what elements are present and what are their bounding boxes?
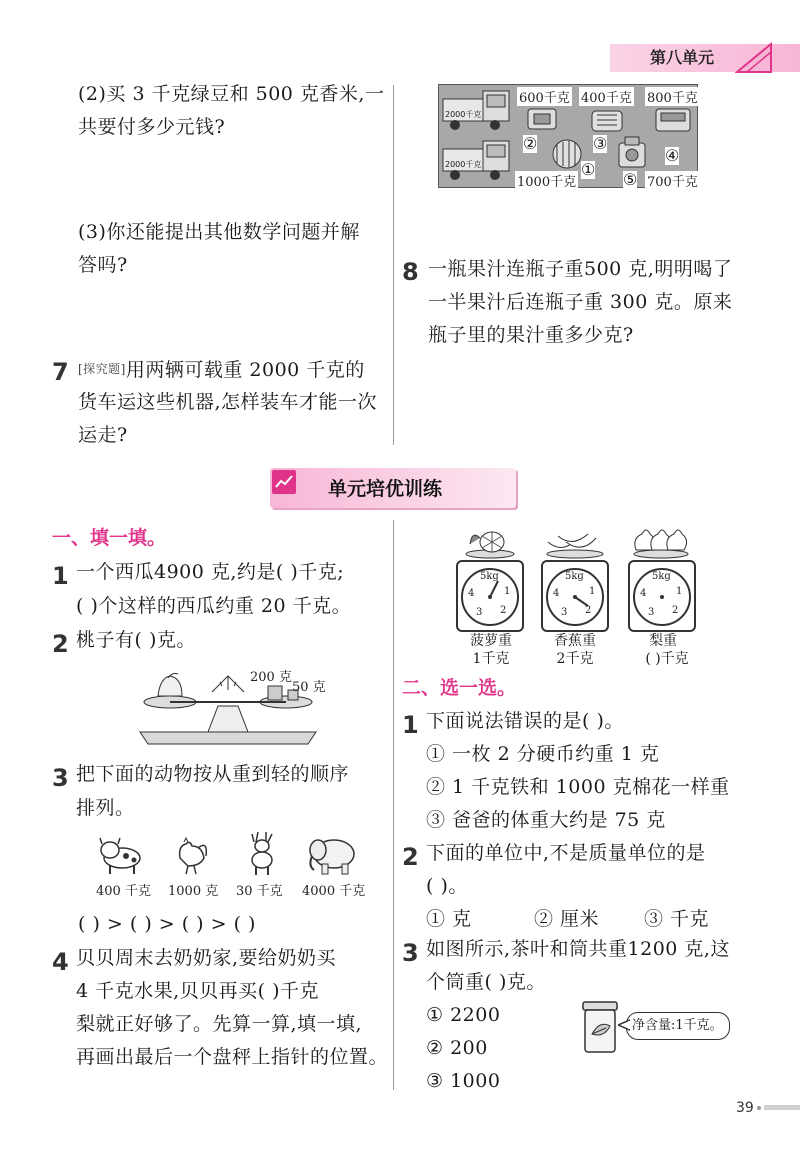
machine-icon	[525, 105, 559, 133]
choose-q2-option-2[interactable]: ② 厘米	[534, 908, 600, 930]
fruit-3-name: 梨重	[649, 633, 677, 649]
machine-label-5: ⑤	[623, 170, 638, 189]
q8-line3: 瓶子里的果汁重多少克?	[428, 324, 634, 346]
fill-q4-line1: 贝贝周末去奶奶家,要给奶奶买	[76, 947, 337, 969]
deer-icon	[244, 830, 280, 876]
fill-q2-number: 2	[52, 630, 69, 658]
q7-line1	[78, 353, 365, 387]
q7-line3: 运走?	[78, 424, 128, 446]
unit-header-label: 第八单元	[650, 48, 715, 67]
machines-figure	[438, 84, 698, 188]
choose-q3-line2: 个筒重( )克。	[426, 971, 546, 993]
choose-q3-option-1[interactable]: ① 2200	[426, 1004, 501, 1026]
fill-q1-number: 1	[52, 562, 69, 590]
banner-title: 单元培优训练	[328, 478, 443, 500]
weight-800: 800千克	[645, 87, 700, 106]
banana-icon	[542, 524, 608, 560]
choose-q1-option-2[interactable]: ② 1 千克铁和 1000 克棉花一样重	[426, 776, 730, 798]
pineapple-icon	[462, 524, 518, 560]
animal-weight-rooster: 1000 克	[168, 884, 219, 899]
choose-q2-option-3[interactable]: ③ 千克	[644, 908, 710, 930]
section-choose-title: 二、选一选。	[402, 677, 517, 699]
truck-capacity-label: 2000千克	[445, 160, 482, 169]
weight-50g-label: 50 克	[292, 680, 326, 695]
weight-600: 600千克	[517, 87, 572, 106]
choose-q2-number: 2	[402, 843, 419, 871]
animal-weight-elephant: 4000 千克	[302, 884, 366, 899]
fill-q1-line1: 一个西瓜4900 克,约是( )千克;	[76, 561, 345, 583]
fruit-2-name: 香蕉重	[554, 633, 596, 649]
scale-1-num-1: 1	[504, 586, 511, 597]
q8-number: 8	[402, 258, 419, 286]
q7-line2: 货车运这些机器,怎样装车才能一次	[78, 391, 378, 413]
weight-1000: 1000千克	[515, 171, 578, 190]
q8-line2: 一半果汁后连瓶子重 300 克。原来	[428, 291, 733, 313]
scale-2-num-3: 3	[561, 607, 568, 618]
machine-icon	[653, 105, 693, 135]
choose-q1-option-3[interactable]: ③ 爸爸的体重大约是 75 克	[426, 809, 666, 831]
jar-net-weight-label: 净含量:1千克。	[632, 1018, 723, 1033]
choose-q2-line1: 下面的单位中,不是质量单位的是	[426, 842, 706, 864]
order-answer-line[interactable]: ( ) > ( ) > ( ) > ( )	[78, 913, 256, 935]
fill-q3-line2: 排列。	[76, 797, 135, 819]
scale-2-max-label: 5kg	[565, 571, 584, 582]
scale-1-num-4: 4	[468, 588, 475, 599]
choose-q3-line1: 如图所示,茶叶和筒共重1200 克,这	[426, 938, 730, 960]
cow-icon	[96, 836, 146, 876]
fill-q4-line4: 再画出最后一个盘秤上指针的位置。	[76, 1046, 389, 1068]
callout-tail	[618, 1018, 630, 1032]
footer-dot	[757, 1106, 761, 1110]
q6-part3-line1: (3)你还能提出其他数学问题并解	[78, 221, 360, 243]
scale-3-num-1: 1	[676, 586, 683, 597]
choose-q3-number: 3	[402, 939, 419, 967]
trend-icon	[274, 472, 294, 492]
truck-capacity-label: 2000千克	[445, 110, 482, 119]
animal-weight-deer: 30 千克	[236, 884, 283, 899]
weight-700: 700千克	[645, 171, 700, 190]
ruler-icon	[735, 40, 775, 74]
fill-q1-line2: ( )个这样的西瓜约重 20 千克。	[76, 595, 352, 617]
fill-q4-line2: 4 千克水果,贝贝再买( )千克	[76, 980, 320, 1002]
scale-3-max-label: 5kg	[652, 571, 671, 582]
fruit-1-name: 菠萝重	[470, 633, 512, 649]
section-fill-title: 一、填一填。	[52, 527, 167, 549]
page-number: 39	[736, 1100, 754, 1116]
scale-2-num-4: 4	[553, 588, 560, 599]
scale-2-num-2: 2	[585, 605, 592, 616]
choose-q1-option-1[interactable]: ① 一枚 2 分硬币约重 1 克	[426, 743, 660, 765]
machine-label-1: ①	[581, 160, 596, 179]
fruit-1-weight: 1千克	[472, 651, 510, 667]
scale-3-num-3: 3	[648, 607, 655, 618]
machine-icon	[615, 135, 649, 171]
scale-1-num-2: 2	[500, 605, 507, 616]
scale-1-num-3: 3	[476, 607, 483, 618]
weight-200g-label: 200 克	[250, 670, 292, 685]
elephant-icon	[304, 832, 358, 876]
q6-part2-line1: (2)买 3 千克绿豆和 500 克香米,一	[78, 83, 385, 105]
q6-part3-line2: 答吗?	[78, 254, 128, 276]
tea-jar-icon	[580, 1000, 620, 1054]
choose-q2-option-1[interactable]: ① 克	[426, 908, 472, 930]
pear-icon	[630, 522, 692, 560]
scale-1-max-label: 5kg	[480, 571, 499, 582]
q6-part2-line2: 共要付多少元钱?	[78, 116, 226, 138]
fill-q2-line1: 桃子有( )克。	[76, 629, 196, 651]
top-column-divider	[393, 85, 394, 445]
machine-label-4: ④	[665, 146, 680, 165]
scale-3-num-2: 2	[672, 605, 679, 616]
scale-3-num-4: 4	[640, 588, 647, 599]
animal-weight-cow: 400 千克	[96, 884, 151, 899]
fill-q4-line3: 梨就正好够了。先算一算,填一填,	[76, 1013, 363, 1035]
q7-line1-text: 用两辆可载重 2000 千克的	[125, 359, 365, 381]
choose-q1-stem: 下面说法错误的是( )。	[426, 710, 624, 732]
weight-400: 400千克	[579, 87, 634, 106]
q7-tag: [探究题]	[78, 362, 126, 376]
machine-icon	[589, 105, 625, 135]
machine-label-3: ③	[593, 134, 608, 153]
fruit-3-weight[interactable]: ( )千克	[645, 651, 689, 667]
choose-q3-option-2[interactable]: ② 200	[426, 1037, 488, 1059]
fill-q3-number: 3	[52, 764, 69, 792]
fill-q4-number: 4	[52, 948, 69, 976]
fruit-2-weight: 2千克	[556, 651, 594, 667]
bottom-column-divider	[393, 520, 394, 1090]
choose-q3-option-3[interactable]: ③ 1000	[426, 1070, 501, 1092]
machine-icon	[549, 137, 585, 171]
footer-bar	[764, 1105, 800, 1110]
q7-number: 7	[52, 358, 69, 386]
choose-q1-number: 1	[402, 711, 419, 739]
q8-line1: 一瓶果汁连瓶子重500 克,明明喝了	[428, 258, 733, 280]
rooster-icon	[172, 836, 210, 876]
scale-2-num-1: 1	[589, 586, 596, 597]
machine-label-2: ②	[523, 134, 538, 153]
fill-q3-line1: 把下面的动物按从重到轻的顺序	[76, 763, 350, 785]
choose-q2-line2: ( )。	[426, 875, 468, 897]
